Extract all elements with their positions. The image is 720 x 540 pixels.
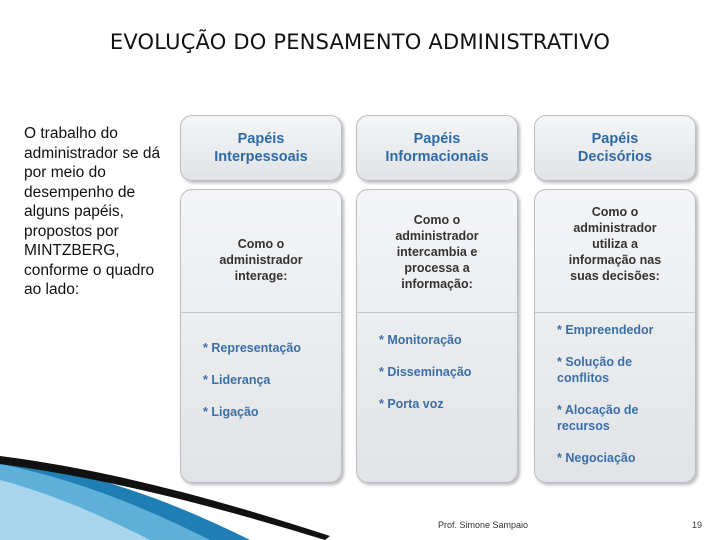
header-card-decisional [534, 115, 696, 181]
question-text: Como o administrador intercambia e processa a informação: [395, 213, 479, 291]
divider [357, 312, 517, 313]
role-item: * Representação [203, 341, 301, 355]
question-text: Como o administrador utiliza a informação nas suas decisões: [568, 205, 662, 283]
body-card-decisional [534, 189, 696, 483]
role-item: * Alocação de recursos [557, 403, 639, 433]
role-item: * Liderança [203, 373, 271, 387]
body-card-interpersonal [180, 189, 342, 483]
header-label: Papéis Interpessoais [214, 131, 308, 165]
question-text: Como o administrador interage: [219, 237, 303, 283]
role-item: * Solução de conflitos [557, 355, 633, 385]
column-interpersonal [180, 115, 342, 485]
body-card-informational [356, 189, 518, 483]
column-decisional [534, 115, 696, 485]
decorative-swoosh [0, 450, 340, 540]
page-number: 19 [692, 520, 703, 530]
divider [535, 312, 695, 313]
footer-author: Prof. Simone Sampaio [438, 520, 529, 530]
role-item: * Monitoração [379, 333, 462, 347]
role-item: * Negociação [557, 451, 636, 465]
column-informational [356, 115, 518, 485]
slide-title: EVOLUÇÃO DO PENSAMENTO ADMINISTRATIVO [109, 30, 611, 54]
header-label: Papéis Informacionais [385, 131, 489, 165]
header-card-informational [356, 115, 518, 181]
role-item: * Empreendedor [557, 323, 654, 337]
header-card-interpersonal [180, 115, 342, 181]
divider [181, 312, 341, 313]
role-item: * Ligação [203, 405, 259, 419]
header-label: Papéis Decisórios [577, 131, 653, 165]
role-item: * Disseminação [379, 365, 472, 379]
intro-text: O trabalho do administrador se dá por meio do desempenho de alguns papéis, propostos por MINTZBERG, conforme o quadro ao lado: [24, 125, 161, 298]
role-item: * Porta voz [379, 397, 444, 411]
